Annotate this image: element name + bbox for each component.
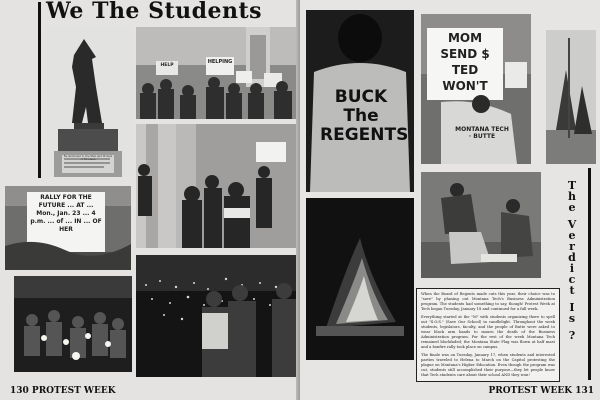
- kneeling-students-photo: [421, 172, 541, 278]
- statue-plaque-text: Re-dedicated to the Men and Women of Montana: [63, 155, 113, 161]
- verdict-word: [560, 180, 584, 213]
- verdict-letter: r: [569, 240, 575, 253]
- buck-the-regents-photo: [306, 10, 414, 192]
- shirt-slogan-text: BUCK The REGENTS: [320, 87, 409, 145]
- verdict-letter: s: [568, 312, 576, 325]
- verdict-letter: V: [567, 218, 577, 231]
- verdict-letter: ?: [568, 329, 576, 342]
- jacket-text: MONTANA TECH · BUTTE: [455, 126, 509, 140]
- rally-sign-photo: [5, 186, 131, 270]
- page-title: We The Students: [46, 0, 263, 24]
- mom-send-money-photo: [421, 14, 531, 164]
- verdict-letter: I: [569, 301, 575, 314]
- verdict-letter: e: [568, 201, 576, 214]
- campus-trees-photo: [546, 30, 596, 164]
- caption-paragraph-1: When the Board of Regents made cuts this year, their choice was to "save" by phasing out Montana Tech's Business Administration program. The students had something to say, though! Protest Week at Tech began Tuesday, January 18 and continued for a full week.: [421, 292, 555, 311]
- sign-help-text: HELP: [160, 63, 174, 68]
- poster-slogan-text: MOM SEND $ TED WON'T: [440, 31, 490, 93]
- verdict-letter: h: [568, 190, 576, 203]
- hallway-students-photo: [136, 124, 298, 248]
- caption-paragraph-2: Everything started at the "M" with students organizing there to spell out "S.O.S." (Save Our School) in candlelight. Throughout the week students, legislators, faculty, and the people of Butte were asked to wear black arm bands to mourn the death of the Business Administration program. For the rest of the week Montana Tech remained blockfaded; the Montana State Flag was flown at half mast and a bonfire rally took place on campus.: [421, 315, 555, 349]
- verdict-letter: t: [569, 284, 575, 297]
- verdict-rule: [588, 168, 591, 380]
- sign-helping-text: HELPING: [207, 59, 233, 65]
- city-night-protest-photo: [136, 255, 298, 377]
- verdict-letter: i: [569, 262, 575, 275]
- candlelight-vigil-photo: [14, 276, 132, 372]
- caption-paragraph-3: The finale was on Tuesday, January 17, when students and interested parties traveled to Helena to March on the Capitol protesting the plague on Montana's Higher Education. Even though the program was cut, students still accomplished their purpose—they let people know that Tech students care about their school AND they won!: [421, 353, 555, 377]
- caption-box: [416, 288, 560, 382]
- title-rule: [38, 2, 41, 178]
- verdict-letter: e: [568, 229, 576, 242]
- right-page: [300, 0, 600, 400]
- rally-sign-text: RALLY FOR THE FUTURE ... AT ... Mon., Jan. 23 ... 4 p.m. ... of ... IN ... OF HER: [30, 194, 102, 233]
- crowd-signs-photo: [136, 27, 298, 119]
- statue-photo: [44, 27, 132, 177]
- right-folio: PROTEST WEEK 131: [488, 386, 594, 396]
- verdict-letter: d: [568, 251, 576, 264]
- verdict-letter: T: [567, 179, 577, 192]
- verdict-word: [560, 330, 584, 341]
- verdict-word: [560, 219, 584, 296]
- left-folio: 130 PROTEST WEEK: [10, 386, 116, 396]
- bonfire-photo: [306, 198, 414, 360]
- verdict-letter: c: [568, 273, 576, 286]
- verdict-letter-stack: [560, 180, 584, 347]
- verdict-word: [560, 302, 584, 324]
